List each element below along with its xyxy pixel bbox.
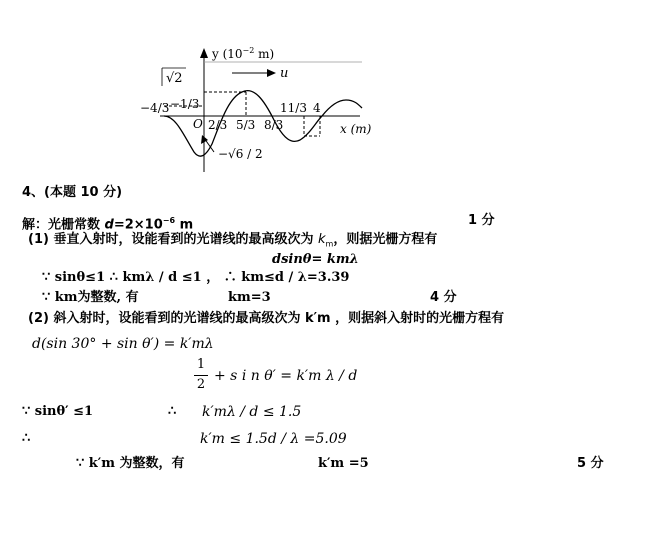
x-axis-label: x (m) [340,122,372,136]
sqrt2-label: √2 [166,71,183,86]
problem-heading: 4、(本题 10 分) [22,185,123,200]
x-tick-11-3: 11/3 [280,101,307,115]
oblique-equation-simplified: + s i n θ′ = k′m λ / d [214,368,358,384]
line-kprime-integer: ∵ k′m 为整数，有 [76,456,185,471]
line-part2-intro: (2) 斜入射时，设能看到的光谱线的最高级次为 k′m ，则据斜入射时的光栅方程有 [28,311,505,326]
line-km-integer: ∵ km为整数, 有 [42,290,139,305]
line-sin-le-1: ∵ sinθ≤1 ∴ kmλ / d ≤1 ， ∴ km≤d / λ=3.39 [42,270,350,285]
oblique-equation: d(sin 30° + sin θ′) = k′mλ [32,336,214,352]
neg-four-thirds-label: −4/3 [140,101,170,115]
therefore-2: ∴ [22,431,31,446]
fraction-numerator: 1 [196,357,206,372]
x-tick-8-3: 8/3 [264,118,284,132]
line-part1-intro: (1) 垂直入射时，设能看到的光谱线的最高级次为 $k_m$，则据光栅方程有 [28,232,438,249]
inequality-2: k′m ≤ 1.5d / λ =5.09 [200,431,347,447]
y-axis-label: y ($10^{-2}$ m) [212,46,275,61]
km-result: km=3 [228,290,271,305]
grating-equation: dsinθ= kmλ [272,252,359,267]
line-sin-prime-le-1: ∵ sinθ′ ≤1 [22,404,94,419]
inequality-1: k′mλ / d ≤ 1.5 [202,404,302,420]
score-5: 5 分 [577,456,604,471]
therefore-1: ∴ [168,404,177,419]
velocity-arrowhead [267,69,276,77]
neg-sqrt6-label: −√6 / 2 [218,147,263,161]
x-tick-5-3: 5/3 [236,118,256,132]
velocity-label: u [280,66,289,81]
y-axis-arrow [200,48,208,58]
line-grating-constant: 解：光栅常数 $d=2\times 10^{-6}$ m [22,216,194,233]
kprime-result: k′m =5 [318,456,369,471]
x-tick-4: 4 [313,101,321,115]
x-tick-2-3: 2/3 [208,118,228,132]
neg-third-label: −1/3 [170,97,200,111]
fraction-bar [194,375,208,376]
wave-figure [140,40,380,175]
score-1: 1 分 [468,213,495,228]
score-4: 4 分 [430,290,457,305]
origin-label: O [193,117,203,131]
fraction-denominator: 2 [196,377,206,392]
